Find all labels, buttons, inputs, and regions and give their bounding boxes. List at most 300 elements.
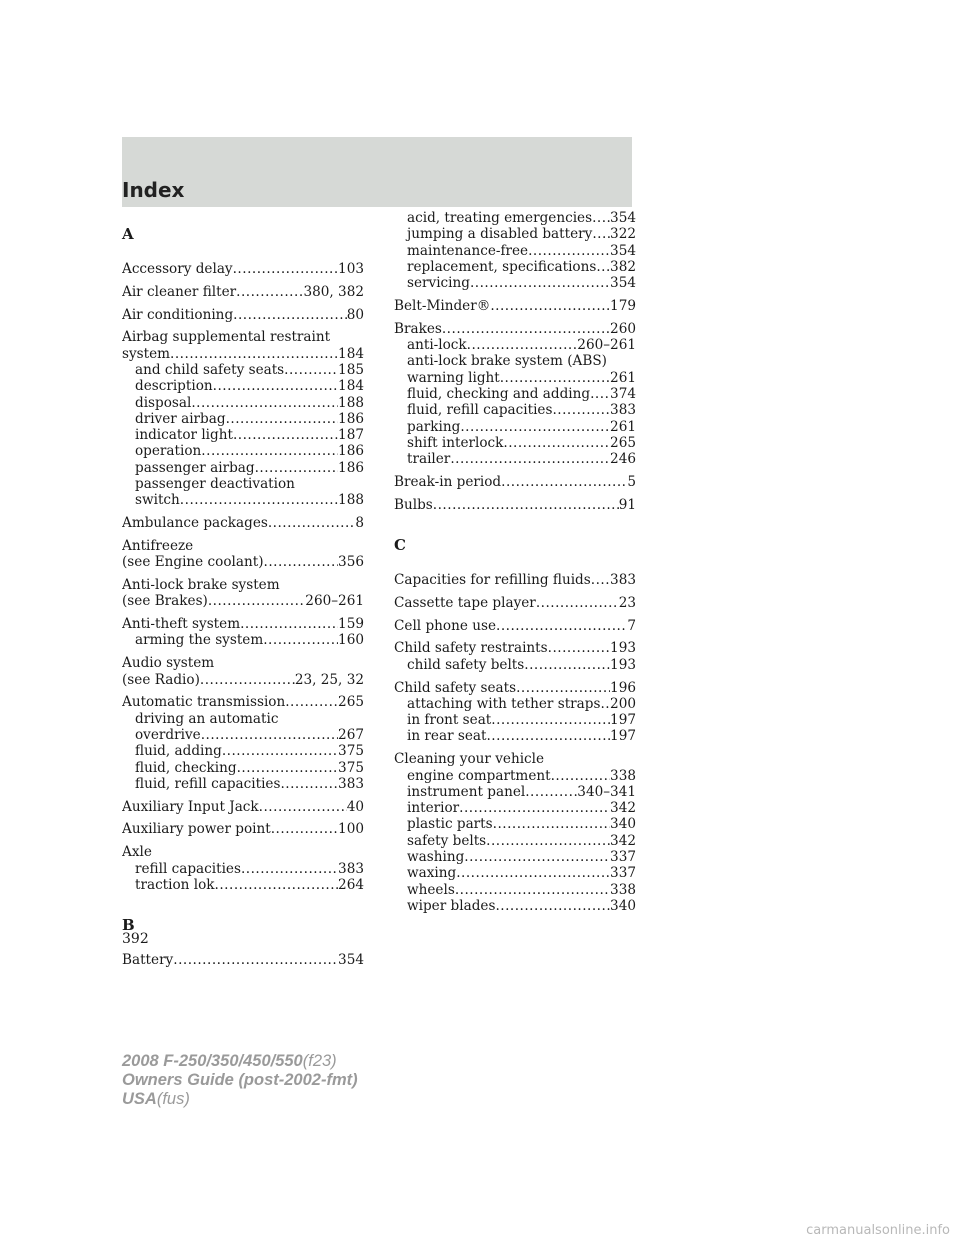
- index-term: engine compartment: [407, 767, 551, 784]
- dot-leader: [280, 776, 338, 792]
- index-subentry-line: [122, 443, 364, 459]
- index-column-right: [394, 210, 636, 921]
- dot-leader: [460, 419, 610, 435]
- index-term: (see Radio): [122, 671, 200, 688]
- index-entry: [122, 799, 364, 815]
- index-term: jumping a disabled battery: [407, 226, 593, 243]
- dot-leader: [241, 861, 338, 877]
- index-entry-line: [122, 329, 364, 345]
- dot-leader: [201, 727, 338, 743]
- footer: [122, 1052, 358, 1109]
- index-entry: [394, 618, 636, 634]
- dot-leader: [536, 595, 619, 611]
- index-page-ref: 193: [610, 640, 636, 657]
- index-term: and child safety seats: [135, 361, 285, 378]
- index-page-ref: 338: [610, 881, 636, 898]
- index-entry-line: [122, 694, 364, 710]
- index-page-ref: 260–261: [577, 337, 636, 354]
- index-term: passenger deactivation: [135, 476, 295, 493]
- index-subentry-line: [122, 861, 364, 877]
- index-term: Cleaning your vehicle: [394, 751, 545, 768]
- index-subentry-line: [394, 435, 636, 451]
- index-subentry-line: [122, 460, 364, 476]
- dot-leader: [180, 492, 338, 508]
- index-page-ref: 374: [610, 385, 636, 402]
- dot-leader: [495, 898, 610, 914]
- index-subentry-line: [122, 378, 364, 394]
- index-term: switch: [135, 492, 180, 509]
- index-entry: [394, 474, 636, 490]
- dot-leader: [236, 284, 303, 300]
- index-term: wheels: [407, 881, 455, 898]
- index-term: Accessory delay: [122, 261, 233, 277]
- index-page-ref: 160: [338, 632, 364, 649]
- index-page-ref: 380, 382: [303, 283, 364, 300]
- index-term: passenger airbag: [135, 459, 255, 476]
- index-term: maintenance-free: [407, 242, 529, 259]
- index-subentry-line: [394, 816, 636, 832]
- index-subentry-line: [122, 743, 364, 759]
- index-term: shift interlock: [407, 434, 504, 451]
- index-term: disposal: [135, 394, 192, 411]
- index-page-ref: 100: [338, 821, 364, 838]
- index-page-ref: 185: [338, 361, 364, 378]
- index-term: overdrive: [135, 726, 201, 743]
- index-entry: [394, 321, 636, 468]
- dot-leader: [459, 800, 610, 816]
- index-subentry-line: [122, 877, 364, 893]
- index-page-ref: 186: [338, 443, 364, 460]
- dot-leader: [191, 395, 338, 411]
- index-page-ref: 356: [338, 554, 364, 571]
- index-page-ref: 159: [338, 616, 364, 633]
- index-entry-line: [122, 844, 364, 860]
- index-term: description: [135, 378, 213, 395]
- index-page-ref: 80: [346, 306, 364, 323]
- dot-leader: [237, 760, 338, 776]
- index-entry: [394, 595, 636, 611]
- index-page-ref: 337: [610, 849, 636, 865]
- index-subentry-line: [122, 362, 364, 378]
- index-page-ref: 267: [338, 726, 364, 743]
- index-term: system: [122, 345, 171, 362]
- index-page-ref: 196: [610, 679, 636, 696]
- dot-leader: [500, 370, 610, 386]
- dot-leader: [455, 882, 610, 898]
- index-entry: [122, 284, 364, 300]
- index-entry-line: [122, 799, 364, 815]
- index-subentry-line: [394, 833, 636, 849]
- dot-leader: [456, 865, 610, 881]
- index-subentry-line: [394, 784, 636, 800]
- index-subentry-line: [394, 728, 636, 744]
- index-term: Airbag supplemental restraint: [122, 329, 331, 346]
- index-page-ref: 5: [627, 473, 636, 490]
- index-entry-line: [394, 572, 636, 588]
- index-term: Antifreeze: [122, 537, 194, 554]
- index-term: anti-lock: [407, 337, 467, 354]
- index-entry: [394, 210, 636, 291]
- dot-leader: [442, 321, 610, 337]
- index-entry-line: [122, 284, 364, 300]
- index-entry-line: [122, 554, 364, 570]
- index-page-ref: 383: [338, 860, 364, 877]
- index-subentry-line: [394, 402, 636, 418]
- index-page-ref: 265: [338, 694, 364, 711]
- dot-leader: [552, 402, 610, 418]
- index-subentry-line: [394, 865, 636, 881]
- dot-leader: [215, 877, 339, 893]
- index-page-ref: 261: [610, 369, 636, 386]
- index-term: fluid, checking: [135, 759, 237, 776]
- index-entry-line: [122, 538, 364, 554]
- index-page-ref: 184: [338, 345, 364, 362]
- dot-leader: [528, 243, 610, 259]
- index-entry: [394, 497, 636, 513]
- index-subentry-line: [394, 275, 636, 291]
- index-term: Bulbs: [394, 496, 433, 513]
- index-term: traction lok: [135, 876, 215, 893]
- dot-leader: [590, 386, 610, 402]
- index-entry-line: [122, 307, 364, 323]
- dot-leader: [240, 616, 338, 632]
- index-page-ref: 338: [610, 767, 636, 784]
- index-letter-heading: B: [122, 916, 135, 935]
- dot-leader: [470, 275, 610, 291]
- index-page-ref: 354: [610, 210, 636, 226]
- index-term: Air conditioning: [122, 306, 234, 323]
- index-term: waxing: [407, 865, 457, 882]
- index-entry: [122, 329, 364, 508]
- footer-model: 2008 F-250/350/450/550: [122, 1052, 303, 1070]
- index-subentry-line: [122, 411, 364, 427]
- index-term: attaching with tether straps: [407, 695, 601, 712]
- index-term: safety belts: [407, 832, 487, 849]
- index-subentry-line: [394, 419, 636, 435]
- index-entry-line: [394, 321, 636, 337]
- index-page-ref: 322: [610, 226, 636, 243]
- footer-line-2: Owners Guide (post-2002-fmt): [122, 1071, 358, 1089]
- index-page-ref: 186: [338, 410, 364, 427]
- index-subentry-line: [394, 696, 636, 712]
- index-subentry-line: [394, 226, 636, 242]
- index-term: Battery: [122, 952, 174, 969]
- index-term: Auxiliary Input Jack: [122, 798, 259, 815]
- index-term: Air cleaner filter: [122, 283, 237, 300]
- index-term: Break-in period: [394, 473, 502, 490]
- index-term: Cassette tape player: [394, 594, 536, 611]
- dot-leader: [285, 694, 338, 710]
- index-column-left: [122, 226, 364, 975]
- dot-leader: [464, 849, 610, 865]
- index-term: acid, treating emergencies: [407, 210, 593, 226]
- index-page-ref: 261: [610, 418, 636, 435]
- index-term: replacement, specifications: [407, 258, 597, 275]
- dot-leader: [222, 743, 338, 759]
- index-entry-line: [394, 751, 636, 767]
- dot-leader: [592, 226, 610, 242]
- index-term: Ambulance packages: [122, 515, 268, 532]
- index-subentry-line: [122, 395, 364, 411]
- index-term: driving an automatic: [135, 710, 279, 727]
- index-term: Automatic transmission: [122, 694, 286, 711]
- index-subentry-line: [394, 768, 636, 784]
- dot-leader: [433, 497, 619, 513]
- index-subentry-line: [122, 427, 364, 443]
- index-page-ref: 342: [610, 832, 636, 849]
- header-band: [122, 137, 632, 207]
- index-entry-line: [394, 640, 636, 656]
- dot-leader: [450, 451, 610, 467]
- index-term: Child safety restraints: [394, 640, 548, 657]
- index-page-ref: 91: [618, 496, 636, 513]
- index-page-ref: 193: [610, 656, 636, 673]
- index-entry-line: [394, 298, 636, 314]
- index-term: anti-lock brake system (ABS): [407, 353, 607, 370]
- index-letter-heading: A: [122, 225, 134, 243]
- index-entry-line: [122, 261, 364, 277]
- index-page-ref: 8: [355, 515, 364, 532]
- index-page-ref: 375: [338, 743, 364, 760]
- index-subentry-line: [394, 210, 636, 226]
- dot-leader: [264, 554, 339, 570]
- index-subentry-line: [122, 492, 364, 508]
- index-subentry-line: [394, 451, 636, 467]
- index-entry-line: [122, 346, 364, 362]
- index-page-ref: 260: [610, 320, 636, 337]
- index-page-ref: 342: [610, 800, 636, 817]
- index-subentry-line: [394, 337, 636, 353]
- dot-leader: [467, 337, 578, 353]
- index-term: Anti-lock brake system: [122, 577, 280, 594]
- dot-leader: [233, 307, 347, 323]
- index-entry: [122, 577, 364, 610]
- index-entry: [122, 821, 364, 837]
- index-page-ref: 264: [338, 876, 364, 893]
- index-term: in rear seat: [407, 728, 487, 745]
- index-term: trailer: [407, 451, 451, 468]
- index-subentry-line: [394, 386, 636, 402]
- footer-region-code: (fus): [156, 1090, 190, 1108]
- dot-leader: [233, 427, 338, 443]
- index-term: (see Brakes): [122, 593, 208, 610]
- dot-leader: [486, 728, 610, 744]
- dot-leader: [501, 474, 627, 490]
- index-entry-line: [122, 593, 364, 609]
- index-term: in front seat: [407, 712, 492, 729]
- index-entry: [394, 298, 636, 314]
- page-number: 392: [122, 931, 149, 947]
- index-entry: [122, 261, 364, 277]
- index-term: fluid, refill capacities: [407, 402, 553, 419]
- page-title: Index: [122, 178, 185, 202]
- index-letter-heading: C: [394, 536, 406, 555]
- index-subentry-line: [122, 760, 364, 776]
- index-page-ref: 246: [610, 451, 636, 468]
- index-page-ref: 197: [610, 728, 636, 745]
- index-page-ref: 179: [610, 297, 636, 314]
- index-entry: [122, 616, 364, 649]
- dot-leader: [496, 618, 627, 634]
- index-subentry-line: [394, 353, 636, 369]
- index-term: Brakes: [394, 320, 442, 337]
- index-entry-line: [122, 672, 364, 688]
- dot-leader: [268, 515, 356, 531]
- index-page-ref: 340: [610, 897, 636, 914]
- index-term: interior: [407, 800, 460, 817]
- dot-leader: [596, 259, 610, 275]
- footer-model-code: (f23): [302, 1052, 337, 1070]
- index-subentry-line: [122, 476, 364, 492]
- index-subentry-line: [394, 712, 636, 728]
- index-entry-line: [394, 474, 636, 490]
- index-term: plastic parts: [407, 816, 493, 833]
- index-entry: [122, 307, 364, 323]
- index-term: Auxiliary power point: [122, 821, 271, 838]
- index-entry-line: [122, 616, 364, 632]
- index-term: driver airbag: [135, 410, 226, 427]
- dot-leader: [201, 443, 338, 459]
- index-page-ref: 265: [610, 434, 636, 451]
- index-subentry-line: [394, 259, 636, 275]
- index-page-ref: 197: [610, 712, 636, 729]
- index-entry: [394, 680, 636, 745]
- index-entry-line: [394, 595, 636, 611]
- dot-leader: [524, 657, 610, 673]
- index-page-ref: 375: [338, 759, 364, 776]
- index-term: warning light: [407, 369, 500, 386]
- index-page-ref: 354: [610, 242, 636, 259]
- index-entry: [394, 572, 636, 588]
- index-subentry-line: [394, 800, 636, 816]
- index-term: parking: [407, 418, 461, 435]
- footer-region: USA: [122, 1090, 157, 1108]
- index-page-ref: 340–341: [577, 783, 636, 800]
- dot-leader: [271, 821, 338, 837]
- index-term: Axle: [122, 844, 152, 861]
- index-term: fluid, refill capacities: [135, 775, 281, 792]
- dot-leader: [233, 261, 338, 277]
- index-term: indicator light: [135, 427, 233, 444]
- index-entry: [122, 952, 364, 968]
- index-term: Anti-theft system: [122, 616, 241, 633]
- dot-leader: [490, 298, 610, 314]
- index-page-ref: 40: [346, 798, 364, 815]
- index-term: instrument panel: [407, 783, 526, 800]
- index-page-ref: 383: [338, 775, 364, 792]
- index-term: Child safety seats: [394, 679, 517, 696]
- footer-line-3: [122, 1090, 358, 1109]
- index-subentry-line: [122, 632, 364, 648]
- index-entry-line: [394, 618, 636, 634]
- index-entry: [394, 640, 636, 673]
- index-page-ref: 23: [618, 594, 636, 611]
- index-subentry-line: [122, 776, 364, 792]
- index-term: Belt-Minder®: [394, 297, 491, 314]
- index-page-ref: 337: [610, 865, 636, 882]
- index-page-ref: 383: [610, 572, 636, 589]
- index-term: operation: [135, 443, 202, 460]
- index-page-ref: 186: [338, 459, 364, 476]
- dot-leader: [170, 346, 338, 362]
- dot-leader: [213, 378, 338, 394]
- dot-leader: [548, 640, 610, 656]
- dot-leader: [493, 816, 610, 832]
- dot-leader: [491, 712, 610, 728]
- index-term: fluid, adding: [135, 743, 222, 760]
- index-page-ref: 187: [338, 427, 364, 444]
- dot-leader: [592, 210, 610, 226]
- index-page-ref: 188: [338, 394, 364, 411]
- dot-leader: [259, 799, 347, 815]
- index-term: fluid, checking and adding: [407, 385, 591, 402]
- dot-leader: [284, 362, 338, 378]
- index-term: arming the system: [135, 632, 264, 649]
- index-entry: [122, 655, 364, 688]
- index-entry-line: [122, 577, 364, 593]
- index-page-ref: 383: [610, 402, 636, 419]
- index-term: servicing: [407, 275, 470, 292]
- index-entry: [122, 694, 364, 792]
- index-page-ref: 354: [338, 952, 364, 969]
- dot-leader: [173, 952, 338, 968]
- dot-leader: [503, 435, 610, 451]
- index-subentry-line: [394, 882, 636, 898]
- index-subentry-line: [394, 849, 636, 865]
- index-entry-line: [122, 655, 364, 671]
- dot-leader: [486, 833, 610, 849]
- index-term: child safety belts: [407, 656, 525, 673]
- index-page-ref: 200: [610, 695, 636, 712]
- index-page-ref: 103: [338, 261, 364, 277]
- index-entry-line: [122, 515, 364, 531]
- dot-leader: [255, 460, 338, 476]
- footer-line-1: [122, 1052, 358, 1071]
- index-entry-line: [394, 497, 636, 513]
- index-entry: [394, 751, 636, 914]
- index-entry: [122, 844, 364, 893]
- dot-leader: [208, 593, 305, 609]
- index-page-ref: 23, 25, 32: [294, 671, 364, 688]
- index-term: Cell phone use: [394, 617, 496, 634]
- index-page-ref: 382: [610, 258, 636, 275]
- index-subentry-line: [394, 243, 636, 259]
- index-term: refill capacities: [135, 860, 241, 877]
- index-subentry-line: [394, 657, 636, 673]
- index-subentry-line: [122, 727, 364, 743]
- index-subentry-line: [394, 898, 636, 914]
- index-entry-line: [122, 821, 364, 837]
- dot-leader: [200, 672, 295, 688]
- index-page-ref: 340: [610, 816, 636, 833]
- index-page-ref: 188: [338, 492, 364, 509]
- dot-leader: [591, 572, 610, 588]
- dot-leader: [525, 784, 577, 800]
- index-page-ref: 354: [610, 275, 636, 292]
- index-page-ref: 7: [627, 617, 636, 634]
- index-page-ref: 260–261: [305, 593, 364, 610]
- index-entry: [122, 515, 364, 531]
- index-term: washing: [407, 849, 465, 865]
- index-subentry-line: [122, 711, 364, 727]
- index-subentry-line: [394, 370, 636, 386]
- index-term: Capacities for refilling fluids: [394, 572, 591, 589]
- watermark: carmanualsonline.info: [806, 1223, 950, 1238]
- dot-leader: [600, 696, 610, 712]
- index-term: (see Engine coolant): [122, 554, 264, 571]
- dot-leader: [516, 680, 610, 696]
- dot-leader: [226, 411, 338, 427]
